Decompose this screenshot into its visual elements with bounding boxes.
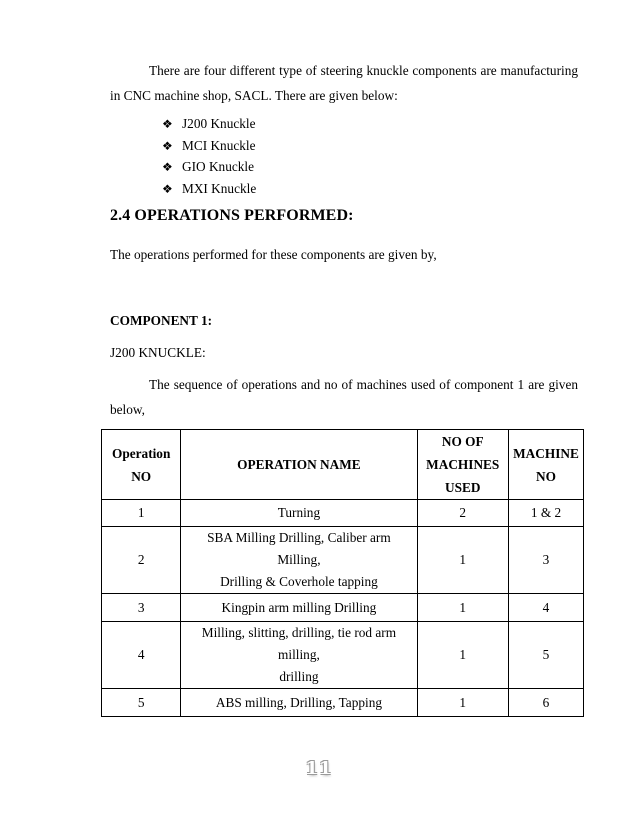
header-machines-used xyxy=(417,430,509,500)
table-row xyxy=(102,594,584,622)
diamond-bullet-icon: ❖ xyxy=(162,116,173,131)
cell-operation-no: 5 xyxy=(102,689,181,717)
header-line: MACHINE xyxy=(513,445,579,461)
cell-operation-name xyxy=(181,500,417,527)
table-row xyxy=(102,527,584,594)
list-item-label: J200 Knuckle xyxy=(182,116,256,131)
cell-line: Kingpin arm milling Drilling xyxy=(221,599,377,615)
list-item xyxy=(162,178,256,200)
sequence-paragraph xyxy=(110,372,578,422)
cell-line: ABS milling, Drilling, Tapping xyxy=(215,694,382,710)
cell-operation-name xyxy=(181,527,417,594)
header-line: NO OF xyxy=(441,434,484,449)
page-number: 11 xyxy=(305,758,333,779)
list-item-label: MXI Knuckle xyxy=(182,181,257,197)
cell-machine-no: 1 & 2 xyxy=(509,500,584,527)
list-item xyxy=(162,156,256,178)
cell-operation-no: 3 xyxy=(102,594,181,622)
cell-operation-name xyxy=(181,594,417,622)
cell-operation-name xyxy=(181,689,417,717)
header-line: USED xyxy=(445,480,481,495)
cell-machine-no: 6 xyxy=(509,689,584,717)
header-line: MACHINES xyxy=(426,457,500,472)
cell-line: SBA Milling Drilling, Caliber arm Milling, xyxy=(207,530,391,567)
cell-line: Turning xyxy=(277,505,321,520)
cell-line: Milling, slitting, drilling, tie rod arm milling, xyxy=(201,625,397,662)
list-item-label: MCI Knuckle xyxy=(182,137,256,153)
diamond-bullet-icon: ❖ xyxy=(162,181,173,196)
cell-machines-used: 2 xyxy=(417,500,509,527)
operations-table xyxy=(101,429,584,717)
header-line: NO xyxy=(131,468,152,484)
cell-machine-no: 4 xyxy=(509,594,584,622)
component-name: J200 KNUCKLE: xyxy=(110,345,206,360)
cell-line: drilling xyxy=(279,669,319,684)
cell-machine-no: 5 xyxy=(509,622,584,689)
table-row xyxy=(102,689,584,717)
header-operation-no xyxy=(102,430,181,500)
cell-line: Drilling & Coverhole tapping xyxy=(220,574,378,589)
header-line: Operation xyxy=(112,445,171,461)
list-item-label: GIO Knuckle xyxy=(182,159,255,175)
knuckle-list xyxy=(162,113,256,200)
cell-machines-used: 1 xyxy=(417,527,509,594)
cell-operation-no: 2 xyxy=(102,527,181,594)
intro-paragraph xyxy=(110,58,578,108)
list-item xyxy=(162,113,256,135)
diamond-bullet-icon: ❖ xyxy=(162,138,173,153)
intro-text: There are four different type of steering knuckle components are manufacturing in CNC machine shop, SACL. There are given below: xyxy=(110,63,578,103)
cell-machines-used: 1 xyxy=(417,689,509,717)
cell-operation-name xyxy=(181,622,417,689)
table-row xyxy=(102,500,584,527)
cell-operation-no: 4 xyxy=(102,622,181,689)
sequence-text: The sequence of operations and no of machines used of component 1 are given below, xyxy=(110,377,578,417)
section-heading: 2.4 OPERATIONS PERFORMED: xyxy=(110,207,354,224)
operations-intro: The operations performed for these components are given by, xyxy=(110,247,437,262)
table-header-row xyxy=(102,430,584,500)
cell-machines-used: 1 xyxy=(417,594,509,622)
header-machine-no xyxy=(509,430,584,500)
header-operation-name: OPERATION NAME xyxy=(181,430,417,500)
list-item xyxy=(162,135,256,157)
table-row xyxy=(102,622,584,689)
cell-machines-used: 1 xyxy=(417,622,509,689)
cell-machine-no: 3 xyxy=(509,527,584,594)
header-line: NO xyxy=(536,468,556,484)
component-heading: COMPONENT 1: xyxy=(110,313,213,328)
diamond-bullet-icon: ❖ xyxy=(162,160,173,175)
cell-operation-no: 1 xyxy=(102,500,181,527)
